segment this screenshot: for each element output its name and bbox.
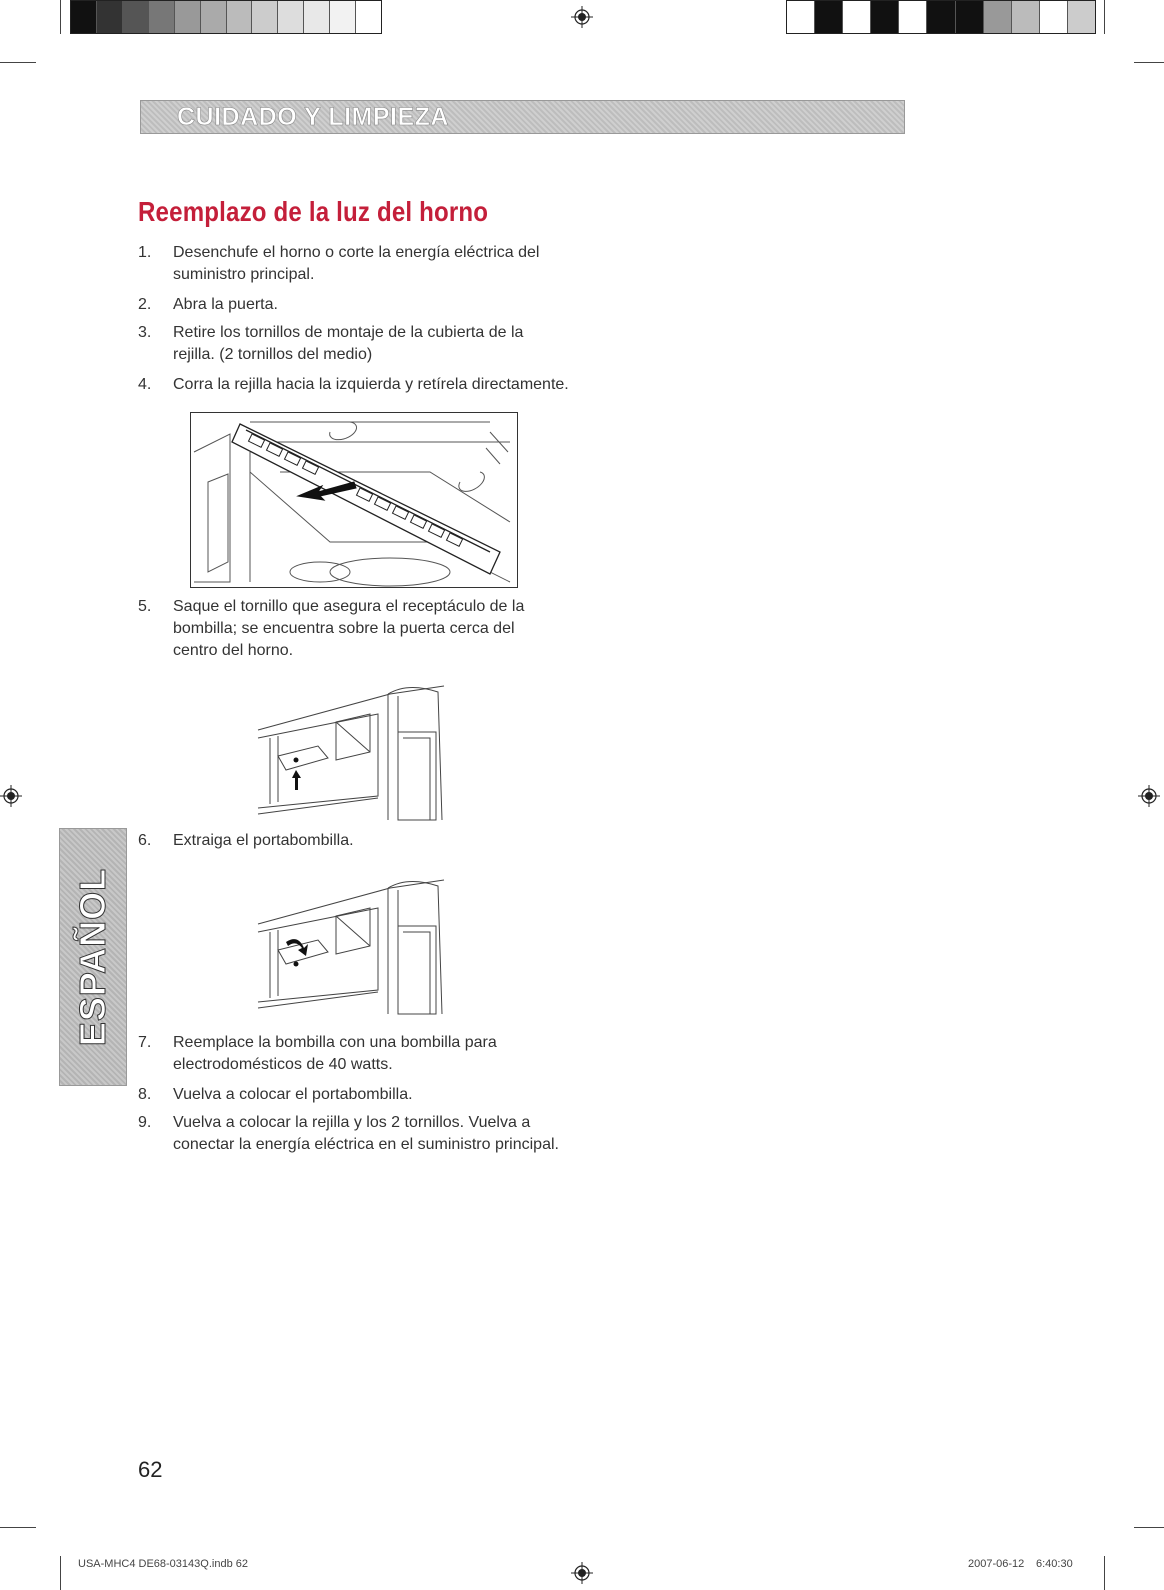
footer-time: 6:40:30 — [1036, 1558, 1073, 1570]
page-title: Reemplazo de la luz del horno — [138, 196, 489, 227]
step-text: Corra la rejilla hacia la izquierda y retírela directamente. — [173, 376, 569, 393]
step-9 — [138, 1112, 598, 1156]
step-text: Retire los tornillos de montaje de la cubierta de la rejilla. (2 tornillos del medio) — [173, 324, 524, 363]
step-7 — [138, 1032, 598, 1076]
step-4 — [138, 374, 598, 396]
step-text: Vuelva a colocar el portabombilla. — [173, 1086, 413, 1103]
step-number: 8. — [138, 1086, 152, 1103]
step-number: 5. — [138, 598, 152, 615]
crop-mark — [1104, 0, 1105, 34]
step-3 — [138, 322, 598, 366]
step-number: 4. — [138, 376, 152, 393]
crop-mark — [1104, 1556, 1105, 1590]
registration-crosshair-icon — [1138, 785, 1160, 807]
step-text: Vuelva a colocar la rejilla y los 2 tornillos. Vuelva a conectar la energía eléctrica en el suministro principal. — [173, 1114, 559, 1153]
grille-removal-illustration — [190, 412, 518, 588]
section-banner-title: CUIDADO Y LIMPIEZA — [177, 103, 449, 131]
crop-mark — [0, 62, 36, 63]
step-text: Abra la puerta. — [173, 296, 278, 313]
step-number: 2. — [138, 296, 152, 313]
step-6 — [138, 830, 598, 852]
crop-mark — [1134, 62, 1164, 63]
step-number: 7. — [138, 1034, 152, 1051]
footer-date: 2007-06-12 — [968, 1558, 1025, 1570]
step-number: 6. — [138, 832, 152, 849]
language-side-tab — [59, 828, 127, 1086]
step-text: Reemplace la bombilla con una bombilla para electrodomésticos de 40 watts. — [173, 1034, 497, 1073]
crop-mark — [60, 0, 61, 34]
step-text: Desenchufe el horno o corte la energía eléctrica del suministro principal. — [173, 244, 540, 283]
crop-mark — [60, 1556, 61, 1590]
step-5 — [138, 596, 598, 662]
step-text: Extraiga el portabombilla. — [173, 832, 354, 849]
section-banner — [140, 100, 905, 134]
footer-file-info: USA-MHC4 DE68-03143Q.indb 62 — [78, 1558, 248, 1570]
crop-mark — [0, 1527, 36, 1528]
language-side-tab-label: ESPAÑOL — [72, 867, 113, 1047]
screw-removal-illustration — [258, 686, 448, 820]
registration-bar-left — [70, 0, 382, 34]
step-8 — [138, 1084, 598, 1106]
registration-crosshair-icon — [571, 1562, 593, 1584]
crop-mark — [1134, 1527, 1164, 1528]
step-text: Saque el tornillo que asegura el receptáculo de la bombilla; se encuentra sobre la puerta cerca del centro del horno. — [173, 598, 525, 659]
step-1 — [138, 242, 598, 286]
registration-crosshair-icon — [571, 6, 593, 28]
registration-crosshair-icon — [0, 785, 22, 807]
registration-bar-right — [786, 0, 1096, 34]
socket-removal-illustration — [258, 880, 448, 1014]
step-2 — [138, 294, 598, 316]
step-number: 9. — [138, 1114, 152, 1131]
step-number: 1. — [138, 244, 152, 261]
step-number: 3. — [138, 324, 152, 341]
page-number: 62 — [138, 1457, 163, 1482]
